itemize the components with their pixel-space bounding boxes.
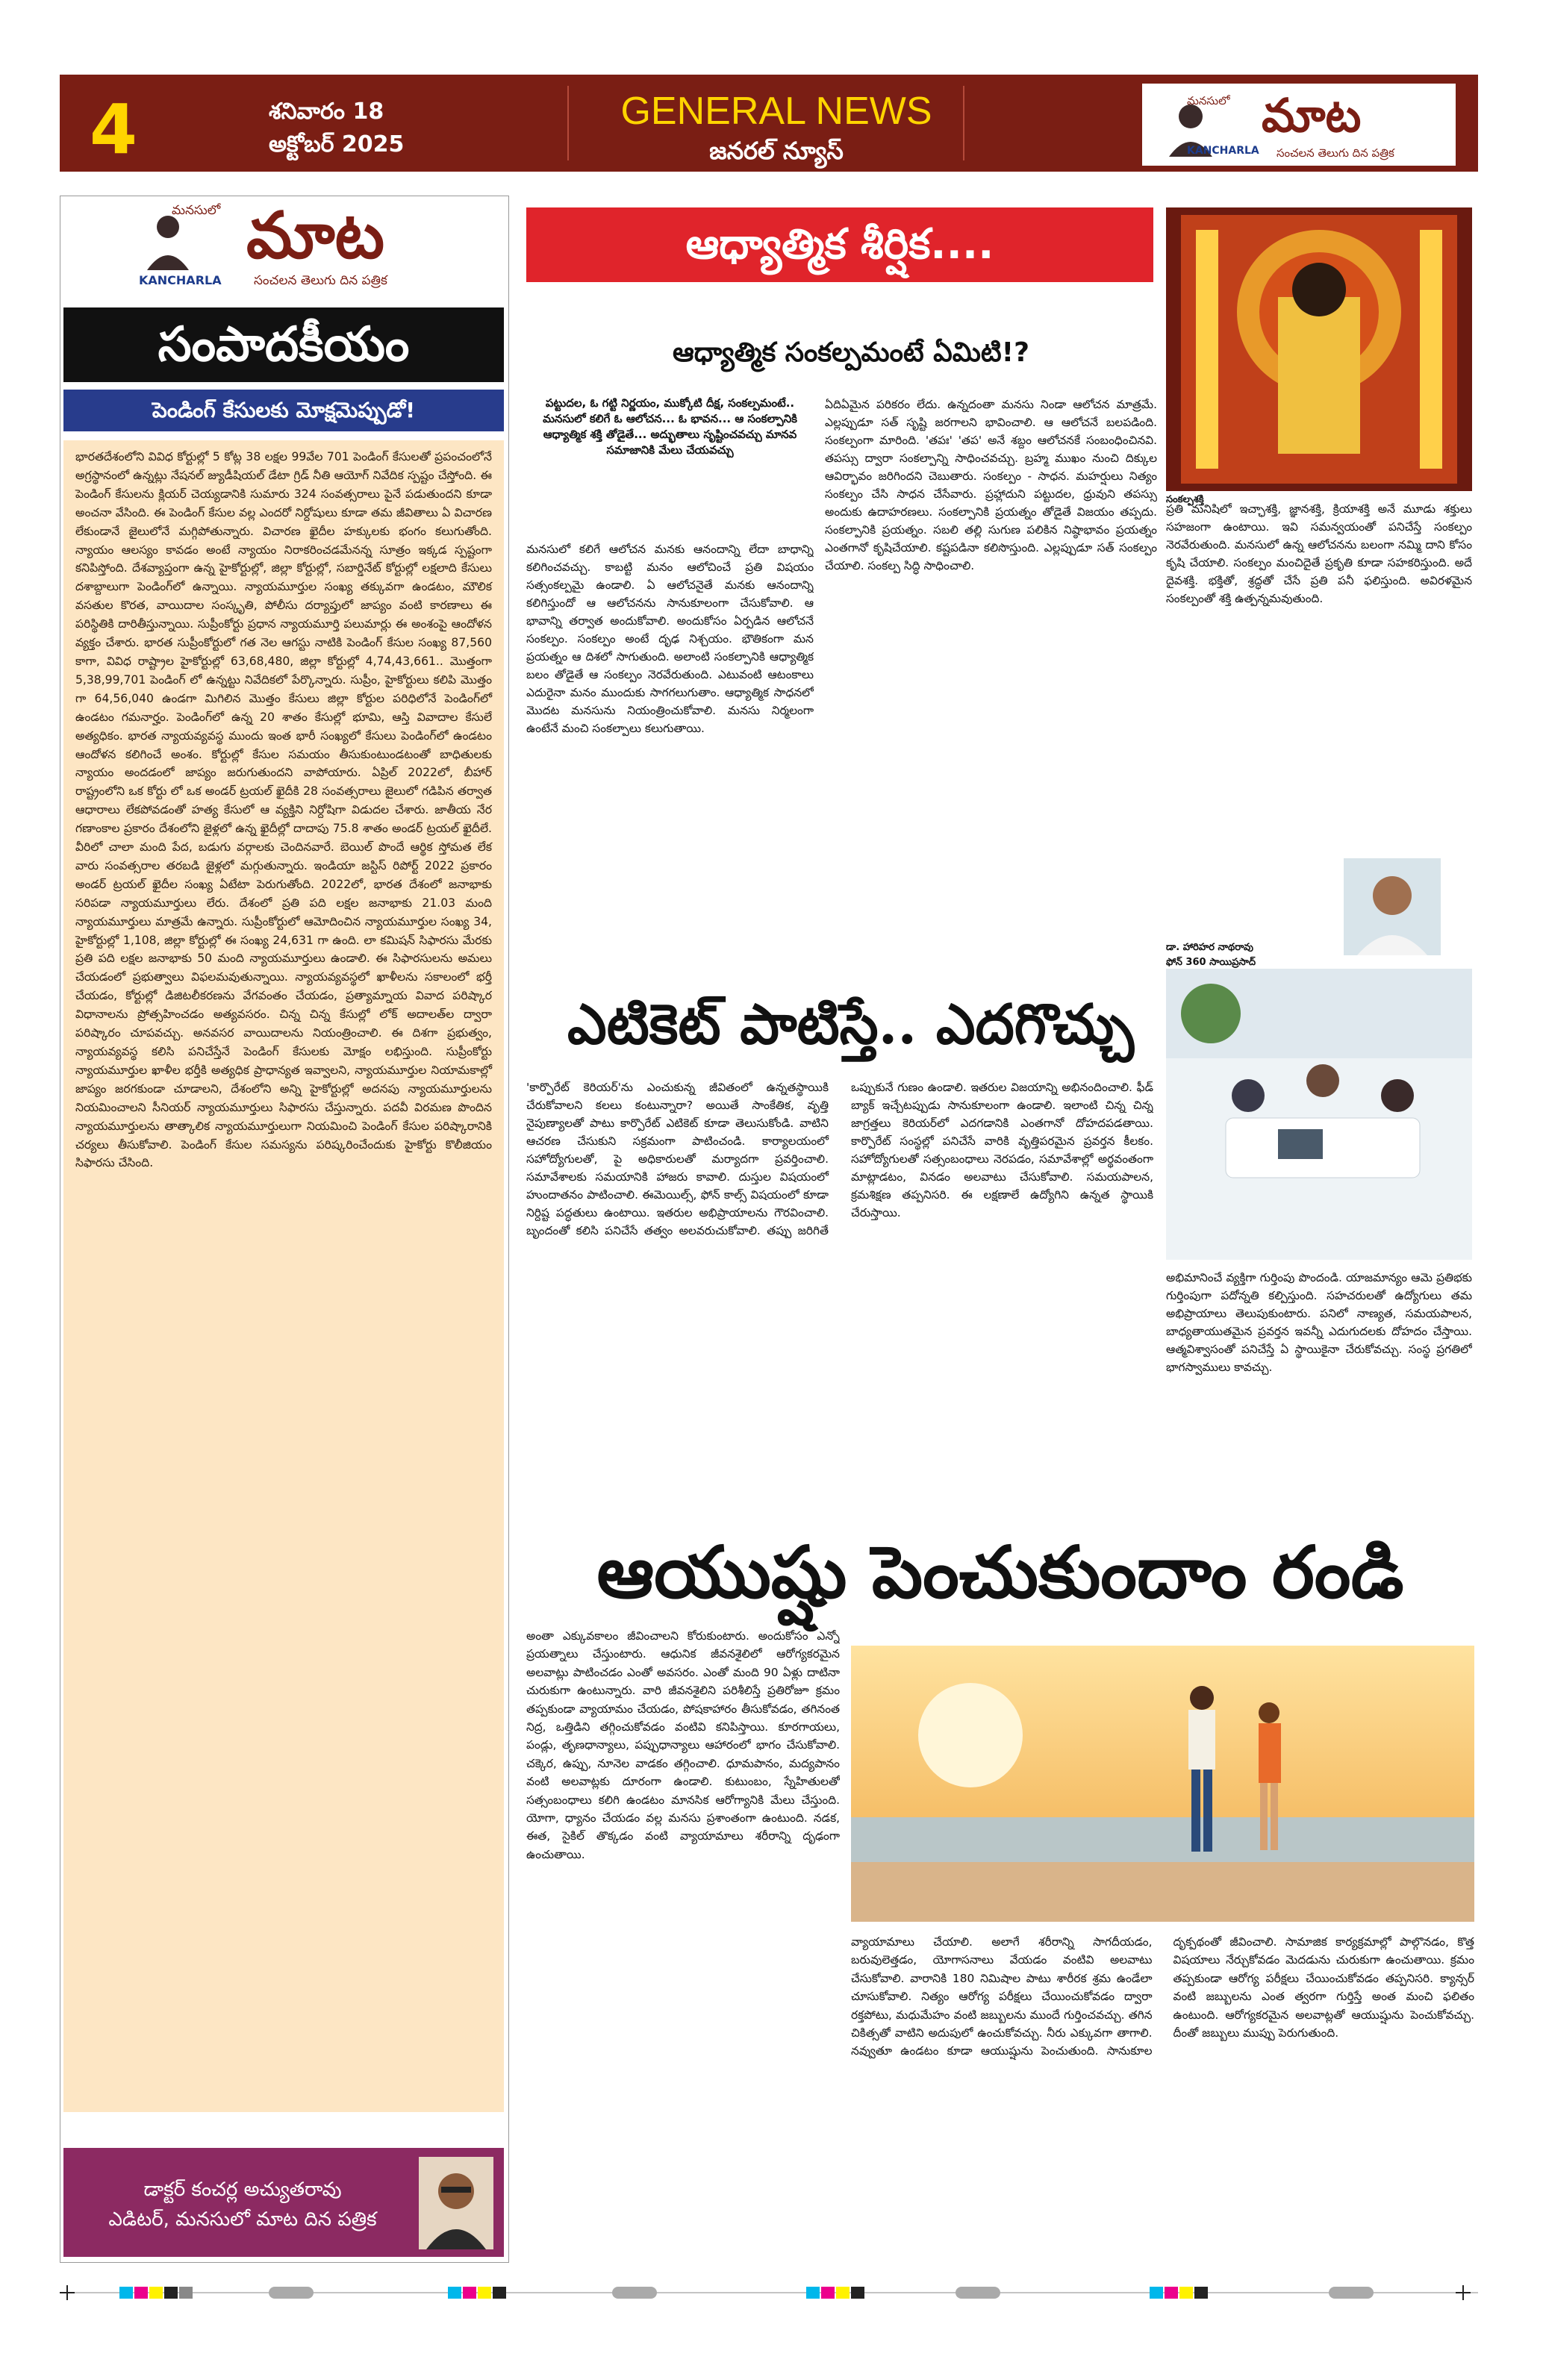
editorial-headline: పెండింగ్ కేసులకు మోక్షమెప్పుడో! bbox=[63, 390, 504, 431]
author-photo bbox=[1344, 858, 1441, 955]
longevity-body-col2: వ్యాయామాలు చేయాలి. అలాగే శరీరాన్ని సాగదీయడం, బరువులెత్తడం, యోగాసనాలు వేయడం వంటివి అలవాటు చేసుకోవాలి. వారానికి 180 నిమిషాల పాటు శారీరక శ్రమ ఉండేలా చూసుకోవాలి. నిత్యం ఆరోగ్య పరీక్షలు చేయించుకోవడం ద్వారా రక్తపోటు, మధుమేహం వంటి జబ్బులను ముందే గుర్తించవచ్చు. తగిన చికిత్సతో వాటిని అదుపులో ఉంచుకోవచ్చు. నీరు ఎక్కువగా తాగాలి. నవ్వుతూ ఉండటం కూడా ఆయుష్షును పెంచుతుంది. సానుకూల దృక్పథంతో జీవించాలి. సామాజిక కార్యక్రమాల్లో పాల్గొనడం, కొత్త విషయాలు నేర్చుకోవడం మెదడును చురుకుగా ఉంచుతాయి. క్రమం తప్పకుండా ఆరోగ్య పరీక్షలు చేయించుకోవడం తప్పనిసరి. క్యాన్సర్ వంటి జబ్బులను ఎంత త్వరగా గుర్తిస్తే అంత మంచి ఫలితం ఉంటుంది. ఆరోగ్యకరమైన అలవాట్లతో ఆయుష్షును పెంచుకోవచ్చు. దీంతో జబ్బులు ముప్పు పెరుగుతుంది. bbox=[851, 1935, 1474, 2058]
spiritual-body-col3: ప్రతి మనిషిలో ఇచ్ఛాశక్తి, జ్ఞానశక్తి, క్రియాశక్తి అనే మూడు శక్తులు సహజంగా ఉంటాయి. ఇవి సమన్వయంతో పనిచేస్తే సంకల్పం నెరవేరుతుంది. మనసులో ఉన్న ఆలోచనను బలంగా నమ్మి దాని కోసం కృషి చేయాలి. సంకల్పం మంచిదైతే ప్రకృతి కూడా సహకరిస్తుంది. అదే దైవశక్తి. భక్తితో, శ్రద్ధతో చేసే ప్రతి పనీ ఫలిస్తుంది. అవిరళమైన సంకల్పంతో శక్తి ఉత్పన్నమవుతుంది. bbox=[1166, 502, 1472, 605]
logo-tagline: సంచలన తెలుగు దిన పత్రిక bbox=[1277, 146, 1394, 160]
issue-day: శనివారం 18 bbox=[269, 99, 384, 125]
spiritual-body-col2: ఏదిఏమైన పరికరం లేదు. ఉన్నదంతా మనసు నిండా ఆలోచన మాత్రమే. ఎల్లప్పుడూ సత్ సృష్టి జరగాలని భావించాలి. ఆ ఆలోచనే బలపడింది. సంకల్పంగా మారింది. 'తపః' 'తప' అనే శబ్దం ఆలోచనకే సంబంధించినవి. తపస్సు ద్వారా సంకల్పాన్ని సాధించవచ్చు. బ్రహ్మ ముఖం నుంచి దిక్కుల ఆవిర్భావం జరిగిందని చెబుతారు. సంకల్పం - సాధన. మహర్షులు నిత్యం సంకల్పం చేసి సాధన చేసేవారు. ప్రహ్లాదుని పట్టుదల, ధ్రువుని తపస్సు అందుకు ఉదాహరణలు. సంకల్పానికి ప్రయత్నం తోడైతే విజయం తప్పదు. సంకల్పానికి ప్రయత్నం. సబలి తల్లి సుగుణ పలికిన నిష్ఠాభావం ప్రయత్నం ఎంతగానో కృషిచేయాలి. కష్టపడినా కలిసొస్తుంది. ఎల్లప్పుడూ సత్ సంకల్పం చేయాలి. సంకల్ప సిద్ధి సాధించాలి. bbox=[825, 398, 1157, 572]
couple-beach-photo bbox=[851, 1646, 1474, 1922]
section-title-english: GENERAL NEWS bbox=[620, 90, 932, 133]
logo-brand: KANCHARLA bbox=[139, 273, 222, 287]
photo-caption: సంకల్పశక్తి bbox=[1166, 494, 1204, 505]
logo-title: మాట bbox=[1262, 88, 1362, 143]
longevity-headline: ఆయుష్షు పెంచుకుందాం రండి bbox=[596, 1530, 1404, 1614]
section-title-telugu: జనరల్ న్యూస్ bbox=[709, 137, 844, 165]
editorial-section-title: సంపాదకీయం bbox=[63, 307, 504, 382]
logo-title: మాట bbox=[246, 198, 384, 273]
header-divider bbox=[963, 86, 964, 160]
registration-mark-left bbox=[60, 2285, 75, 2300]
author-phone: ఫోన్ 360 సాయిప్రసాద్ bbox=[1166, 957, 1256, 968]
registration-mark-right bbox=[1456, 2285, 1471, 2300]
editorial-logo bbox=[67, 200, 500, 293]
logo-prefix: మనసులో bbox=[172, 203, 221, 218]
print-registration-bar bbox=[60, 2278, 1478, 2308]
spiritual-body-col1: మనసులో కలిగే ఆలోచన మనకు ఆనందాన్ని లేదా బాధాన్ని కలిగించవచ్చు. కాబట్టి మనం ఆలోచించే ప్రతి విషయం సత్సంకల్పమై ఉండాలి. ఏ ఆలోచనైతే మనకు ఆనందాన్ని కలిగిస్తుందో ఆ ఆలోచనను సానుకూలంగా చేసుకోవాలి. ఆ భావాన్ని తర్వాత అందుకోవాలి. అందుకోసం ఏర్పడిన ఆలోచనే సంకల్పం. సంకల్పం అంటే దృఢ నిశ్చయం. భౌతికంగా మన ప్రయత్నం ఆ దిశలో సాగుతుంది. అలాంటి సంకల్పానికి ఆధ్యాత్మిక బలం తోడైతే ఆ సంకల్పం నెరవేరుతుంది. ఎటువంటి ఆటంకాలు ఎదురైనా మనం ముందుకు సాగగలుగుతాం. ఆధ్యాత్మిక సాధనలో మొదట మనసును నియంత్రించుకోవాలి. మనసు నిర్మలంగా ఉంటేనే మంచి సంకల్పాలు కలుగుతాయి. bbox=[526, 543, 814, 735]
author-name: డా. హారిహర నాథరావు bbox=[1166, 942, 1253, 953]
spiritual-pull-quote: పట్టుదల, ఓ గట్టి నిర్ణయం, ముక్కోటి దీక్ష, సంకల్పమంటే.. మనసులో కలిగే ఓ ఆలోచన... ఓ భావన... ఆ సంకల్పానికి ఆధ్యాత్మిక శక్తి తోడైతే... అద్భుతాలు సృష్టించవచ్చు మానవ సమాజానికి మేలు చేయవచ్చు bbox=[543, 396, 797, 457]
etiquette-headline: ఎటికెట్ పాటిస్తే.. ఎదగొచ్చు bbox=[567, 993, 1135, 1057]
editorial-body: భారతదేశంలోని వివిధ కోర్టుల్లో 5 కోట్ల 38 లక్షల 99వేల 701 పెండింగ్ కేసులతో ప్రపంచంలోనే అగ్రస్థానంలో ఉన్నట్లు నేషనల్ జ్యుడీషియల్ డేటా గ్రిడ్ నీతి ఆయోగ్ నివేదిక స్పష్టం చేస్తోంది. ఈ పెండింగ్ కేసులను క్లియర్ చెయ్యడానికి సుమారు 324 సంవత్సరాలు పైనే పడుతుందని కూడా అంచనా వేసింది. ఈ పెండింగ్ కేసుల వల్ల ఎందరో నిర్దోషులు కూడా తమ జీవితాలు ఏ విచారణ లేకుండానే జైలులోనే మగ్గిపోతున్నారు. విచారణ ఖైదీల హక్కులకు భంగం కలుగుతోంది. న్యాయం ఆలస్యం కావడం అంటే న్యాయం నిరాకరించడమేనన్న సూత్రం ఇక్కడ స్పష్టంగా కనిపిస్తోంది. దేశవ్యాప్తంగా ఉన్న హైకోర్టుల్లో, జిల్లా కోర్టుల్లో, సబార్డినేట్ కోర్టుల్లో లక్షలాది కేసులు దశాబ్దాలుగా పెండింగ్‌లో ఉన్నాయి. న్యాయమూర్తుల సంఖ్య తక్కువగా ఉండటం, మౌలిక వసతుల కొరత, వాయిదాల సంస్కృతి, పోలీసు దర్యాప్తులో జాప్యం వంటి కారణాలు ఈ పరిస్థితికి దారితీస్తున్నాయి. సుప్రీంకోర్టు ప్రధాన న్యాయమూర్తి పలుమార్లు ఈ అంశంపై ఆందోళన వ్యక్తం చేశారు. భారత సుప్రీంకోర్టులో గత నెల ఆగస్టు నాటికి పెండింగ్ కేసుల సంఖ్య 87,560 కాగా, వివిధ రాష్ట్రాల హైకోర్టుల్లో 63,68,480, జిల్లా కోర్టుల్లో 4,74,43,661.. మొత్తంగా 5,38,99,701 పెండింగ్ లో ఉన్నట్టు నివేదికలో పేర్కొన్నారు. సుప్రీం, హైకోర్టులు కలిపి మొత్తం గా 64,56,040 ఉండగా మిగిలిన మొత్తం కేసులు జిల్లా కోర్టుల పరిధిలోనే పెండింగ్‌లో ఉండటం గమనార్హం. పెండింగ్‌లో ఉన్న 20 శాతం కేసుల్లో భూమి, ఆస్తి వివాదాల కేసులే అత్యధికం. భారత న్యాయవ్యవస్థ ముందు ఇంత భారీ సంఖ్యలో కేసులు పెండింగ్‌లో ఉండటం ఆందోళన కలిగించే అంశం. కోర్టుల్లో కేసుల సమయం తీసుకుంటుండటంతో బాధితులకు న్యాయం అందడంలో జాప్యం జరుగుతుందని వాపోయారు. ఏప్రిల్ 2022లో, బీహార్ రాష్ట్రంలోని ఒక కోర్టు లో ఒక అండర్ ట్రయల్ ఖైదీకి 28 సంవత్సరాలు జైలులో గడిపిన తర్వాత ఆధారాలు లేకపోవడంతో హత్య కేసులో ఆ వ్యక్తిని నిర్దోషిగా విడుదల చేశారు. జాతీయ నేర గణాంకాల ప్రకారం దేశంలోని జైళ్లలో ఉన్న ఖైదీల్లో దాదాపు 75.8 శాతం అండర్ ట్రయల్ ఖైదీలే. వీరిలో చాలా మంది పేద, బడుగు వర్గాలకు చెందినవారే. బెయిల్ పొందే ఆర్థిక స్తోమత లేక వారు సంవత్సరాల తరబడి జైళ్లలో మగ్గుతున్నారు. ఇండియా జస్టిస్ రిపోర్ట్ 2022 ప్రకారం అండర్ ట్రయల్ ఖైదీల సంఖ్య ఏటేటా పెరుగుతోంది. 2022లో, భారత దేశంలో జనాభాకు సరిపడా న్యాయమూర్తులు లేరు. దేశంలో ప్రతి పది లక్షల జనాభాకు 21.03 మంది న్యాయమూర్తులు మాత్రమే ఉన్నారు. సుప్రీంకోర్టులో ఆమోదించిన న్యాయమూర్తుల సంఖ్య 34, హైకోర్టుల్లో 1,108, జిల్లా కోర్టుల్లో ఈ సంఖ్య 24,631 గా ఉంది. లా కమిషన్ సిఫారసు మేరకు ప్రతి పది లక్షల జనాభాకు 50 మంది న్యాయమూర్తులు ఉండాలి. ఈ సిఫారసులను అమలు చేయడంలో ప్రభుత్వాలు విఫలమవుతున్నాయి. న్యాయవ్యవస్థలో ఖాళీలను సకాలంలో భర్తీ చేయడం, కోర్టుల్లో డిజిటలీకరణను వేగవంతం చేయడం, ప్రత్యామ్నాయ వివాద పరిష్కార విధానాలను ప్రోత్సహించడం అత్యవసరం. చిన్న చిన్న కేసుల్లో లోక్ అదాలత్‌ల ద్వారా పరిష్కారం చూపవచ్చు. అనవసర వాయిదాలను నియంత్రించాలి. ఈ దిశగా ప్రభుత్వం, న్యాయవ్యవస్థ కలిసి పనిచేస్తేనే పెండింగ్ కేసులకు మోక్షం లభిస్తుంది. సుప్రీంకోర్టు న్యాయమూర్తుల ఖాళీల భర్తీకి అత్యధిక ప్రాధాన్యత ఇవ్వాలని, న్యాయమూర్తుల నియామకాల్లో జాప్యం జరగకుండా చూడాలని, దేశంలోని అన్ని హైకోర్టుల్లో అదనపు న్యాయమూర్తులను నియమించాలని సీనియర్ న్యాయమూర్తులు సిఫారసు చేస్తున్నారు. పదవీ విరమణ పొందిన న్యాయమూర్తులను తాత్కాలిక న్యాయమూర్తులుగా నియమించి పెండింగ్ కేసుల పరిష్కారానికి చర్యలు తీసుకోవాలి. పెండింగ్ కేసుల సమస్యను పరిష్కరించేందుకు హైకోర్టు కొలీజియం సిఫారసు చేసింది. bbox=[63, 440, 504, 2112]
spiritual-subtitle: ఆధ్యాత్మిక సంకల్పమంటే ఏమిటి!? bbox=[673, 337, 1029, 368]
editor-photo bbox=[419, 2157, 493, 2249]
issue-date bbox=[269, 96, 478, 161]
editorial-signature bbox=[63, 2148, 504, 2257]
editor-designation: ఎడిటర్, మనసులో మాట దిన పత్రిక bbox=[108, 2208, 377, 2231]
issue-month-year: అక్టోబర్ 2025 bbox=[269, 131, 405, 157]
etiquette-body: 'కార్పొరేట్ కెరియర్'ను ఎంచుకున్న జీవితంలో ఉన్నతస్థాయికి చేరుకోవాలని కలలు కంటున్నారా? అయితే సాంకేతిక, వృత్తి నైపుణ్యాలతో పాటు కార్పొరేట్ ఎటికెట్ కూడా తెలుసుకోండి. వాటిని ఆచరణ చేసుకుని సక్రమంగా పాటించండి. కార్యాలయంలో సహోద్యోగులతో, పై అధికారులతో మర్యాదగా ప్రవర్తించాలి. సమావేశాలకు సమయానికి హాజరు కావాలి. దుస్తుల విషయంలో హుందాతనం పాటించాలి. ఈమెయిల్స్, ఫోన్ కాల్స్ విషయంలో కూడా నిర్దిష్ట పద్ధతులు ఉంటాయి. ఇతరుల అభిప్రాయాలను గౌరవించాలి. బృందంతో కలిసి పనిచేసే తత్వం అలవరుచుకోవాలి. తప్పు జరిగితే ఒప్పుకునే గుణం ఉండాలి. ఇతరుల విజయాన్ని అభినందించాలి. ఫీడ్ బ్యాక్ ఇచ్చేటప్పుడు సానుకూలంగా ఉండాలి. ఇలాంటి చిన్న చిన్న జాగ్రత్తలు కెరియర్‌లో ఎదగడానికి ఎంతగానో దోహదపడతాయి. కార్పొరేట్ సంస్థల్లో పనిచేసే వారికి వృత్తిపరమైన ప్రవర్తన కీలకం. సహోద్యోగులతో సత్సంబంధాలు నెరపడం, సమావేశాల్లో అర్థవంతంగా మాట్లాడటం, వినడం అలవాటు చేసుకోవాలి. సమయపాలన, క్రమశిక్షణ తప్పనిసరి. ఈ లక్షణాలే ఉద్యోగిని ఉన్నత స్థాయికి చేరుస్తాయి. bbox=[526, 1081, 1153, 1237]
masthead-logo bbox=[1142, 84, 1456, 166]
spiritual-banner: ఆధ్యాత్మిక శీర్షిక.... bbox=[526, 207, 1153, 282]
logo-brand: KANCHARLA bbox=[1187, 145, 1259, 157]
logo-prefix: మనసులో bbox=[1187, 94, 1230, 107]
office-meeting-photo bbox=[1166, 969, 1472, 1260]
author-credit bbox=[1166, 940, 1338, 970]
editor-credit bbox=[78, 2175, 407, 2234]
etiquette-body-side: అభిమానించే వ్యక్తిగా గుర్తింపు పొందండి. యాజమాన్యం ఆమె ప్రతిభకు గుర్తింపుగా పదోన్నతి కల్పిస్తుంది. సహచరులతో ఉద్యోగులు తమ అభిప్రాయాలు తెలుపుకుంటారు. పనిలో నాణ్యత, సమయపాలన, బాధ్యతాయుతమైన ప్రవర్తన ఇవన్నీ ఎదుగుదలకు దోహదం చేస్తాయి. ఆత్మవిశ్వాసంతో పనిచేస్తే ఏ స్థాయికైనా చేరుకోవచ్చు. సంస్థ ప్రగతిలో భాగస్వాములు కావచ్చు. bbox=[1166, 1271, 1472, 1374]
deity-photo bbox=[1166, 207, 1472, 491]
header-divider bbox=[567, 86, 569, 160]
longevity-body-col1: అంతా ఎక్కువకాలం జీవించాలని కోరుకుంటారు. అందుకోసం ఎన్నో ప్రయత్నాలు చేస్తుంటారు. ఆధునిక జీవనశైలిలో ఆరోగ్యకరమైన అలవాట్లు పాటించడం ఎంతో అవసరం. ఎంతో మంది 90 ఏళ్లు దాటినా చురుకుగా ఉంటున్నారు. వారి జీవనశైలిని పరిశీలిస్తే ప్రతిరోజూ క్రమం తప్పకుండా వ్యాయామం చేయడం, పోషకాహారం తీసుకోవడం, తగినంత నిద్ర, ఒత్తిడిని తగ్గించుకోవడం వంటివి కనిపిస్తాయి. కూరగాయలు, పండ్లు, తృణధాన్యాలు, పప్పుధాన్యాలు ఆహారంలో భాగం చేసుకోవాలి. చక్కెర, ఉప్పు, నూనెల వాడకం తగ్గించాలి. ధూమపానం, మద్యపానం వంటి అలవాట్లకు దూరంగా ఉండాలి. కుటుంబం, స్నేహితులతో సత్సంబంధాలు కలిగి ఉండటం మానసిక ఆరోగ్యానికి మేలు చేస్తుంది. యోగా, ధ్యానం చేయడం వల్ల మనసు ప్రశాంతంగా ఉంటుంది. నడక, ఈత, సైకిల్ తొక్కడం వంటి వ్యాయామాలు శరీరాన్ని దృఢంగా ఉంచుతాయి. bbox=[526, 1629, 840, 1861]
page-number: 4 bbox=[90, 90, 138, 169]
editor-name: డాక్టర్ కంచర్ల అచ్యుతరావు bbox=[143, 2178, 342, 2201]
logo-tagline: సంచలన తెలుగు దిన పత్రిక bbox=[254, 273, 387, 288]
section-title bbox=[575, 88, 978, 167]
